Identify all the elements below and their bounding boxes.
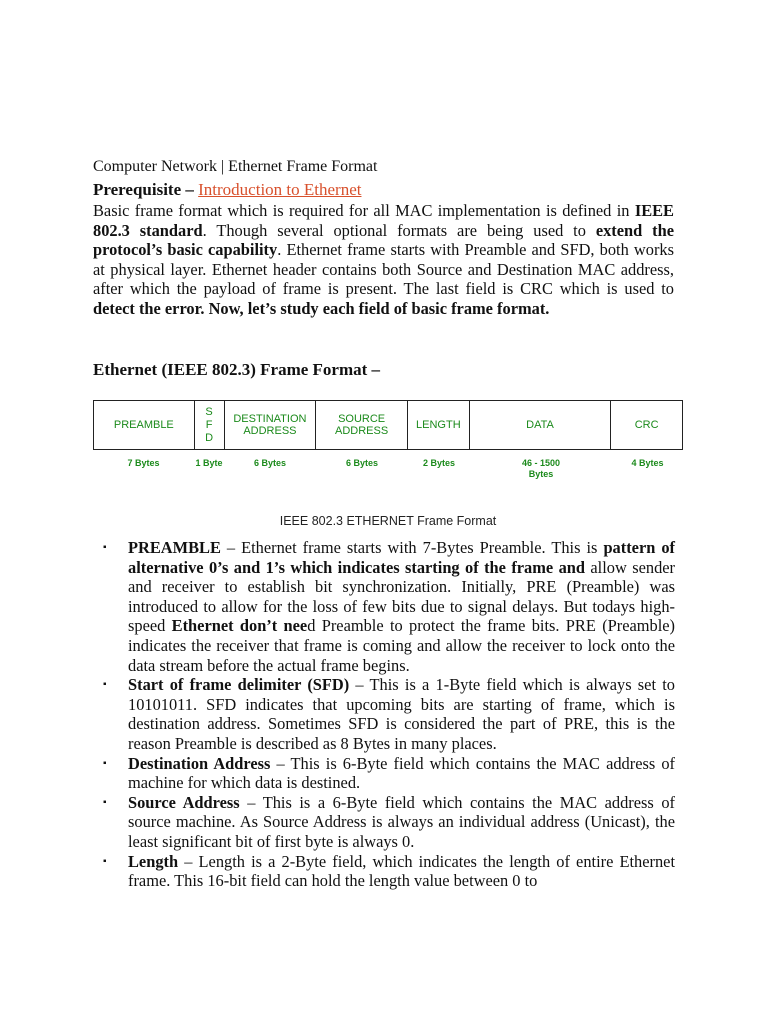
term-dash: – [178,851,199,871]
source-text: This is a 6-Byte field which contains the MAC address of source machine. As Source Address is always an individual address (Unicast), the least significant bit of first byte is always 0. [128,792,675,851]
size-crc: 4 Bytes [631,458,664,468]
field-length: LENGTH [408,401,470,449]
destination-text: This is 6-Byte field which contains the MAC address of machine for which data is destined. [128,753,675,793]
size-sfd: 1 Byte [195,458,223,468]
list-item-length [103,852,675,891]
bullet-marker: ▪ [103,757,107,769]
term-dash: – [349,675,370,695]
preamble-text-3: allow sender and receiver to establish bit synchronization. Initially, PRE (Preamble) was introduced to allow for the loss of few bits due to signal delays. But todays high-speed [128,557,675,636]
term-dash: – [270,753,291,773]
list-item-destination-address [103,754,675,793]
list-item-sfd [103,675,675,753]
term-dash: – [220,538,242,557]
field-preamble: PREAMBLE [94,401,195,449]
term-length: Length [128,851,179,871]
figure-caption: IEEE 802.3 ETHERNET Frame Format [279,514,497,528]
field-sfd: S F D [195,401,225,449]
intro-text-2: . Though several optional formats are being used to [202,220,586,240]
term-source-address: Source Address [128,792,240,812]
size-preamble: 7 Bytes [127,458,160,468]
size-source-address: 6 Bytes [345,458,379,468]
bullet-marker: ▪ [103,679,107,691]
intro-text-3: . Ethernet frame starts with Preamble and SFD, both works at physical layer. Ethernet header contains both Source and Destination MAC address, after which the payload of frame is present. The last field is CRC which is used to [93,240,674,299]
document-title: Computer Network | Ethernet Frame Format [93,158,378,175]
size-data: 46 - 1500 Bytes [521,458,561,479]
prerequisite-label: Prerequisite – [93,180,194,199]
intro-to-ethernet-link[interactable]: Introduction to Ethernet [198,180,362,199]
intro-standard: IEEE 802.3 standard [93,201,674,240]
frame-fields-row [93,400,683,450]
term-sfd: Start of frame delimiter (SFD) [128,675,350,695]
length-text: Length is a 2-Byte field, which indicates the length of entire Ethernet frame. This 16-bit field can hold the length value between 0 to [128,851,675,891]
field-crc: CRC [634,419,659,431]
bullet-marker: ▪ [103,542,107,553]
frame-format-diagram [93,400,683,480]
term-preamble: PREAMBLE [128,538,221,557]
bullet-marker: ▪ [103,796,107,808]
preamble-text-1: Ethernet frame starts with 7-Bytes Preamble. This is [241,538,598,557]
intro-detect: detect the error. Now, let’s study each field of basic frame format. [93,298,550,318]
term-destination-address: Destination Address [128,753,271,773]
bullet-marker: ▪ [103,855,107,867]
intro-paragraph [93,201,674,319]
preamble-text-4: Ethernet don’t nee [171,616,308,636]
intro-text-1: Basic frame format which is required for all MAC implementation is defined in [93,201,630,220]
list-item-source-address [103,793,675,852]
term-dash: – [239,792,263,812]
intro-capability: extend the protocol’s basic capability [93,220,674,260]
list-item-preamble [103,538,675,675]
section-heading: Ethernet (IEEE 802.3) Frame Format – [93,360,381,379]
sfd-text: This is a 1-Byte field which is always set to 10101011. SFD indicates that upcoming bits are starting of frame, which is destination address. Sometimes SFD is considered the part of PRE, this is the reason Preamble is described as 8 Bytes in many places. [128,675,675,753]
size-destination-address: 6 Bytes [253,458,287,468]
frame-sizes-row [93,458,683,480]
prerequisite-line [93,179,361,201]
field-source-address: SOURCE ADDRESS [316,401,408,449]
field-descriptions-list [103,538,675,891]
preamble-text-5: d Preamble to protect the frame bits. PRE (Preamble) indicates the receiver that frame is coming and allow the receiver to lock onto the data stream before the actual frame begins. [128,616,676,675]
preamble-text-2: pattern of alternative 0’s and 1’s which indicates starting of the frame and [128,538,675,577]
size-length: 2 Bytes [422,458,456,468]
field-data: DATA [470,401,612,449]
field-destination-address: DESTINATION ADDRESS [225,401,317,449]
